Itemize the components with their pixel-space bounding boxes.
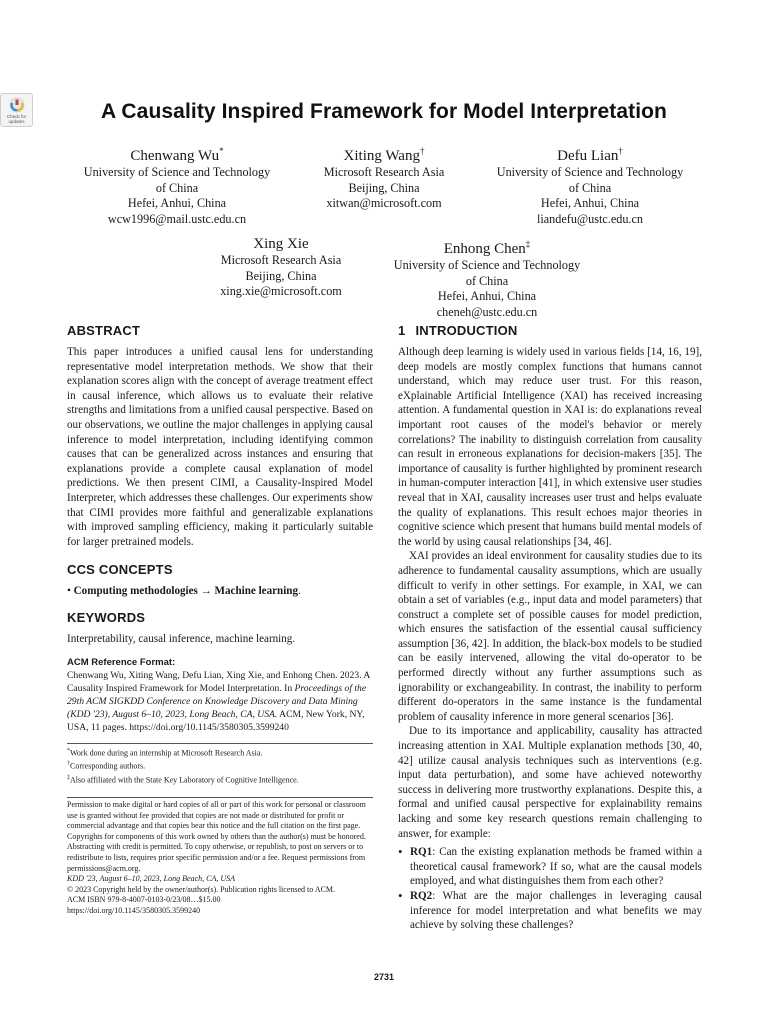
author-name: Xing Xie bbox=[253, 236, 309, 252]
author-affiliation: University of Science and Technology bbox=[393, 258, 581, 272]
intro-paragraph: XAI provides an ideal environment for causality studies due to its adherence to fundamental causality assumptions, which are usually difficult to verify in other settings. For example, in XAI, we can obtain a set of variables (e.g., input data and model parameters) that construct a complete set of possible causes for model prediction, which ensures the satisfaction of the essential causal sufficiency assumption [36, 42]. In addition, the black-box models to be studied can be easily intervened, allowing the vital do-operator to be performed directly without any further assumptions such as ignorability or exchangeability. In contrast, the inability to perform different do-operators in the same instance is the fundamental problem of causality inference in more general scenarios [36]. bbox=[398, 550, 702, 723]
author-affiliation: University of Science and Technology bbox=[496, 165, 684, 179]
research-question: • RQ2: What are the major challenges in leveraging causal inference for model interpretation and what benefits we may achieve by solving these challenges? bbox=[398, 889, 702, 933]
reference-format-heading: ACM Reference Format: bbox=[67, 656, 176, 668]
research-question: • RQ1: Can the existing explanation methods be framed within a theoretical causal framework? If so, what are the causal models employed, and what distinguishes them from each other? bbox=[398, 845, 702, 889]
right-column bbox=[398, 323, 702, 933]
permission-text: Permission to make digital or hard copies of all or part of this work for personal or classroom use is granted without fee provided that copies are not made or distributed for profit or commercial advantage and that copies bear this notice and the full citation on the first page. Copyrights for components of this work owned by others than the author(s) must be honored. Abstracting with credit is permitted. To copy otherwise, or republish, to post on servers or to redistribute to lists, requires prior specific permission and/or a fee. Request permissions from permissions@acm.org. bbox=[67, 800, 366, 873]
author-location: Beijing, China bbox=[245, 268, 317, 283]
doi-link[interactable]: https://doi.org/10.1145/3580305.3599240 bbox=[67, 905, 201, 915]
venue-line: KDD '23, August 6–10, 2023, Long Beach, CA, USA bbox=[67, 874, 236, 884]
left-column bbox=[67, 323, 373, 735]
ccs-concepts: • Computing methodologies → Machine learning. bbox=[67, 585, 301, 598]
author-affiliation: of China bbox=[568, 180, 612, 195]
introduction-heading: 1 INTRODUCTION bbox=[398, 323, 518, 338]
author-location: Hefei, Anhui, China bbox=[127, 196, 227, 210]
paper-title: A Causality Inspired Framework for Model Interpretation bbox=[101, 100, 667, 123]
author-block bbox=[324, 142, 445, 212]
author-email[interactable]: xing.xie@microsoft.com bbox=[220, 284, 342, 298]
intro-paragraph: Due to its importance and applicability, causality has attracted increasing attention in XAI. Multiple explanation methods [30, 40, 42] utilize causal analysis techniques such as interventions (e.g. input data perturbation), and some have achieved noteworthy success in delivering more trustworthy explanations. Despite this, a formal and unified causal perspective for explainability remains lacking and some key research questions remain challenging to answer, for example: bbox=[398, 725, 702, 840]
badge-label: Check for updates bbox=[6, 114, 27, 124]
author-name: Xiting Wang† bbox=[343, 146, 425, 164]
reference-format-text: Chenwang Wu, Xiting Wang, Defu Lian, Xing Xie, and Enhong Chen. 2023. A Causality Inspired Framework for Model Interpretation. In Proceedings of the 29th ACM SIGKDD Conference on Knowledge Discovery and Data Mining (KDD '23), August 6–10, 2023, Long Beach, CA, USA. ACM, New York, NY, USA, 11 pages. https://doi.org/10.1145/3580305.3599240 bbox=[67, 669, 370, 734]
author-email[interactable]: cheneh@ustc.edu.cn bbox=[436, 304, 538, 319]
author-email[interactable]: wcw1996@mail.ustc.edu.cn bbox=[107, 211, 247, 226]
author-name: Enhong Chen‡ bbox=[443, 239, 531, 257]
author-affiliation: University of Science and Technology bbox=[83, 165, 271, 179]
author-block bbox=[220, 235, 342, 300]
author-location: Hefei, Anhui, China bbox=[540, 196, 640, 210]
research-questions bbox=[398, 845, 702, 933]
author-affiliation: Microsoft Research Asia bbox=[323, 165, 445, 179]
footnote: ‡Also affiliated with the State Key Laboratory of Cognitive Intelligence. bbox=[67, 774, 299, 785]
permission-notice bbox=[67, 797, 373, 917]
copyright-line: © 2023 Copyright held by the owner/author(s). Publication rights licensed to ACM. bbox=[67, 884, 336, 894]
abstract-heading: ABSTRACT bbox=[67, 323, 141, 338]
author-block bbox=[394, 235, 580, 320]
author-footnotes bbox=[67, 743, 373, 786]
intro-paragraph: Although deep learning is widely used in various fields [14, 16, 19], deep models are mostly complex functions that humans cannot understand, which may reduce user trust. For this reason, eXplainable Artificial Intelligence (XAI) has received increasing attention. A fundamental question in XAI is: do explanations reveal important root causes of the model's behavior or merely correlations? The inability to distinguish correlation from causality can result in erroneous explanations for decision-makers [35]. The importance of causality is further highlighted by prominent research in human-computer interaction [41], in which extensive user studies reveal that in XAI, causality increases user trust and helps evaluate the quality of explanations. This result echoes major theories in cognitive science which present that humans build mental models of the world by using causal relationships [34, 46]. bbox=[398, 346, 702, 548]
footnote: *Work done during an internship at Microsoft Research Asia. bbox=[67, 748, 263, 758]
author-block bbox=[497, 142, 683, 227]
author-affiliation: Microsoft Research Asia bbox=[220, 253, 342, 267]
footnote: †Corresponding authors. bbox=[67, 761, 146, 771]
author-email[interactable]: liandefu@ustc.edu.cn bbox=[537, 211, 643, 226]
ccs-heading: CCS CONCEPTS bbox=[67, 562, 173, 578]
page-number: 2731 bbox=[373, 972, 395, 982]
author-name: Defu Lian† bbox=[557, 146, 623, 164]
author-email[interactable]: xitwan@microsoft.com bbox=[326, 196, 442, 210]
isbn-line: ACM ISBN 979-8-4007-0103-0/23/08…$15.00 bbox=[67, 895, 221, 905]
author-location: Beijing, China bbox=[348, 180, 420, 195]
author-name: Chenwang Wu* bbox=[130, 146, 224, 164]
author-block bbox=[84, 142, 270, 227]
keywords-heading: KEYWORDS bbox=[67, 609, 146, 625]
author-location: Hefei, Anhui, China bbox=[437, 289, 537, 303]
author-affiliation: of China bbox=[155, 180, 199, 195]
abstract-text: This paper introduces a unified causal lens for understanding representative model interpretation methods. We show that their explanation scores align with the concept of average treatment effect in causal inference, which allows us to evaluate their relative strengths and limitations from a unified causal perspective. Based on our observations, we outline the major challenges in applying causal inference to model interpretation, including identifying common causes that can be generalized across instances and ensuring that explanations provide a complete causal explanation of model predictions. We then present CIMI, a Causality-Inspired Model Interpreter, which addresses these challenges. Our experiments show that CIMI provides more faithful and generalizable explanations with improved sampling efficiency, making it particularly suitable for larger pretrained models. bbox=[67, 346, 373, 548]
keywords-text: Interpretability, causal inference, machine learning. bbox=[67, 632, 296, 645]
author-affiliation: of China bbox=[465, 273, 509, 288]
